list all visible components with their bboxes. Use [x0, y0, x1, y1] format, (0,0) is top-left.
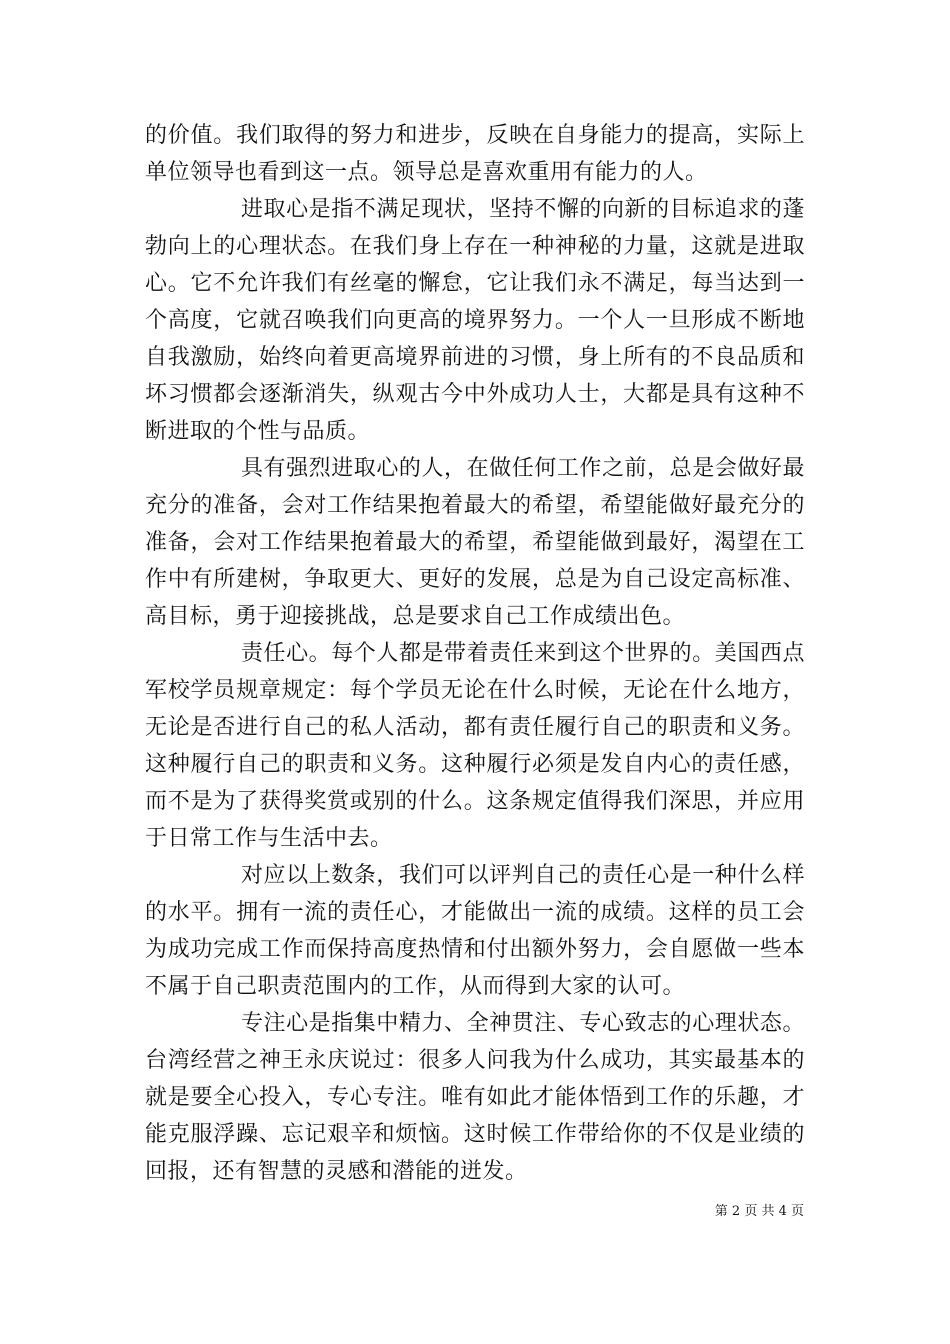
paragraph-1: 的价值。我们取得的努力和进步，反映在自身能力的提高，实际上单位领导也看到这一点。领导总是喜欢重用有能力的人。: [145, 123, 805, 185]
paragraph-3: 具有强烈进取心的人，在做任何工作之前，总是会做好最充分的准备，会对工作结果抱着最大的希望，希望能做好最充分的准备，会对工作结果抱着最大的希望，希望能做到最好，渴望在工作中有所建树，争取更大、更好的发展，总是为自己设定高标准、高目标，勇于迎接挑战，总是要求自己工作成绩出色。: [145, 456, 805, 629]
paragraph-5: 对应以上数条，我们可以评判自己的责任心是一种什么样的水平。拥有一流的责任心，才能做出一流的成绩。这样的员工会为成功完成工作而保持高度热情和付出额外努力，会自愿做一些本不属于自己职责范围内的工作，从而得到大家的认可。: [145, 863, 805, 999]
document-body: [145, 117, 805, 1190]
paragraph-2: 进取心是指不满足现状，坚持不懈的向新的目标追求的蓬勃向上的心理状态。在我们身上存在一种神秘的力量，这就是进取心。它不允许我们有丝毫的懈怠，它让我们永不满足，每当达到一个高度，它就召唤我们向更高的境界努力。一个人一旦形成不断地自我激励，始终向着更高境界前进的习惯，身上所有的不良品质和坏习惯都会逐渐消失，纵观古今中外成功人士，大都是具有这种不断进取的个性与品质。: [145, 197, 805, 444]
paragraph-6: 专注心是指集中精力、全神贯注、专心致志的心理状态。台湾经营之神王永庆说过：很多人问我为什么成功，其实最基本的就是要全心投入，专心专注。唯有如此才能体悟到工作的乐趣，才能克服浮躁、忘记艰辛和烦恼。这时候工作带给你的不仅是业绩的回报，还有智慧的灵感和潜能的迸发。: [145, 1011, 805, 1184]
page-number-footer: 第 2 页 共 4 页: [714, 1204, 804, 1219]
paragraph-4: 责任心。每个人都是带着责任来到这个世界的。美国西点军校学员规章规定：每个学员无论在什么时候，无论在什么地方，无论是否进行自己的私人活动，都有责任履行自己的职责和义务。这种履行自己的职责和义务。这种履行必须是发自内心的责任感，而不是为了获得奖赏或别的什么。这条规定值得我们深思，并应用于日常工作与生活中去。: [145, 641, 805, 851]
